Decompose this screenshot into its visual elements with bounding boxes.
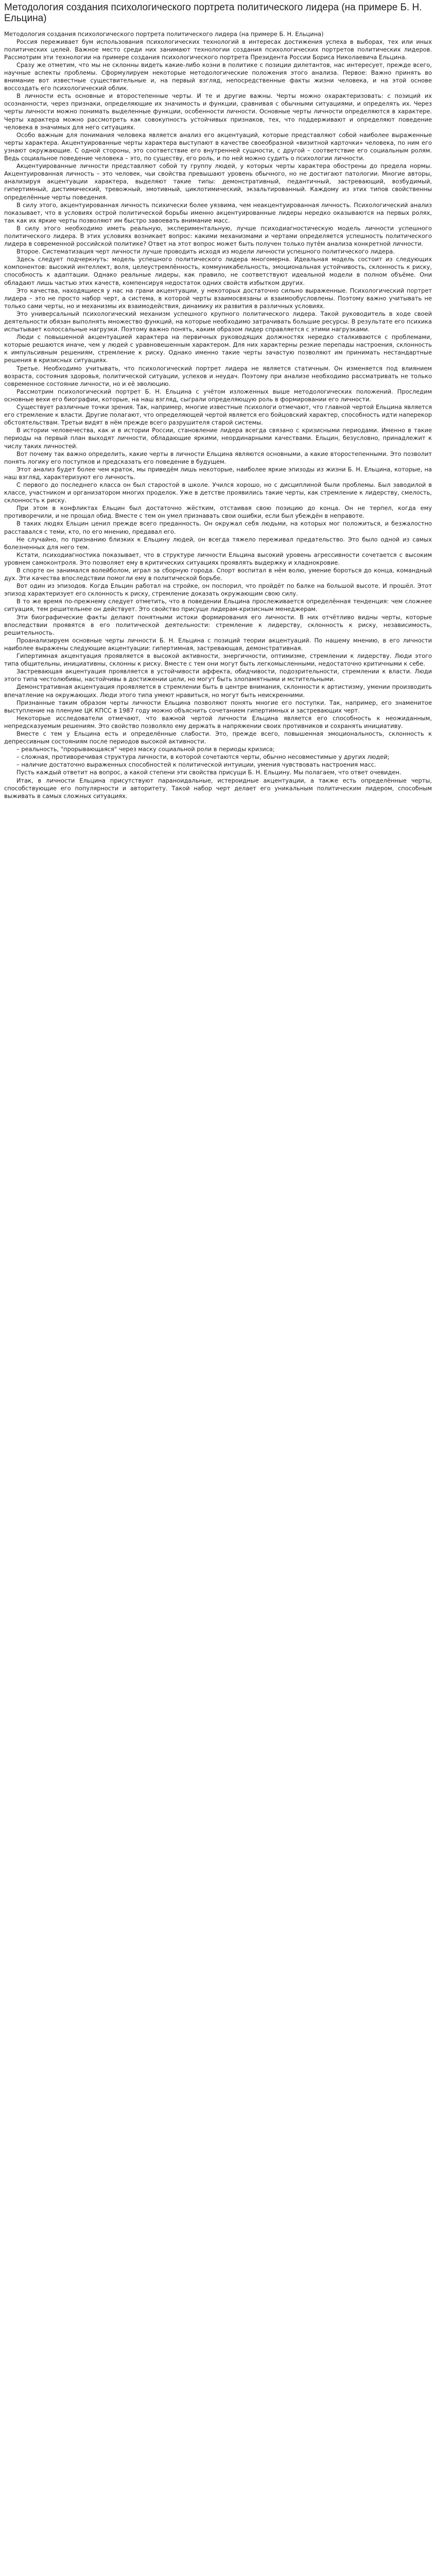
paragraph: При этом в конфликтах Ельцин был достаточно жёстким, отстаивая свою позицию до конца. Он не терпел, когда ему противоречили, и не прощал обид. Вместе с тем он умел признавать свои ошибки, если был убеждён в неправоте. <box>4 504 432 520</box>
paragraph: – наличие достаточно выраженных способностей к политической интуиции, умения чувствовать настроения масс. <box>16 761 376 769</box>
document-page <box>0 0 436 810</box>
paragraph: Здесь следует подчеркнуть: модель успешного политического лидера многомерна. Идеальная модель состоит из следующих компонентов: высокий интеллект, воля, целеустремлённость, коммуникабельность, эмоциональная устойчивость, склонность к риску, способность к адаптации. Однако реальные лидеры, как правило, не соответствуют идеальной модели в полном объёме. Они обладают лишь частью этих качеств, компенсируя недостаток одних свойств избытком других. <box>4 256 432 286</box>
paragraph: Демонстративная акцентуация проявляется в стремлении быть в центре внимания, склонности к артистизму, умении производить впечатление на окружающих. Люди этого типа умеют нравиться, но могут быть неискренними. <box>4 683 432 699</box>
paragraph: В то же время по-прежнему следует отметить, что в поведении Ельцина прослеживается определённая тенденция: чем сложнее ситуация, тем решительнее он действует. Это свойство присуще лидерам-кризисным менеджерам. <box>4 598 432 613</box>
paragraph: Не случайно, по признанию близких к Ельцину людей, он всегда тяжело переживал предательство. Это было одной из самых болезненных для него тем. <box>4 535 432 551</box>
paragraph: Сразу же отметим, что мы не склонны видеть какие-либо козни в политике с позиции дилетантов, нас интересует, прежде всего, научные аспекты проблемы. Сформулируем некоторые методологические положения этого анализа. Первое: Важно принять во внимание вот известные существительные и, на первый взгляд, непосредственные факты жизни человека, и на этой основе воссоздать его психологический облик. <box>4 61 432 92</box>
paragraph: Особо важным для понимания человека является анализ его акцентуаций, которые представляют собой наиболее выраженные черты характера. Акцентуированные черты характера выступают в качестве своеобразной «визитной карточки» человека, по ним его узнают окружающие. С одной стороны, это соответствие его внутренней сущности, с другой – соответствие его социальным ролям. Ведь социальное поведение человека – это, по существу, его роль, и по ней можно судить о психологии личности. <box>4 131 432 162</box>
paragraph: – реальность, "прорывающаяся" через маску социальной роли в периоды кризиса; <box>16 745 275 753</box>
paragraph: Люди с повышенной акцентуацией характера на первичных руководящих должностях нередко сталкиваются с проблемами, которые решаются иначе, чем у людей с уравновешенным характером. Для них характерны резкие перепады настроения, склонность к импульсивным решениям, стремление к риску. Однако именно такие черты зачастую позволяют им принимать нестандартные решения в кризисных ситуациях. <box>4 333 432 364</box>
paragraph: В силу этого необходимо иметь реальную, экспериментальную, лучше психодиагностическую модель личности успешного политического лидера. В этих условиях возникает вопрос: какими механизмами и чертами определяется успешность политического лидера в современной российской политике? Ответ на этот вопрос может быть получен только путём анализа конкретной личности. <box>4 224 432 248</box>
paragraph: Этот анализ будет более чем краток, мы приведём лишь некоторые, наиболее яркие эпизоды из жизни Б. Н. Ельцина, которые, на наш взгляд, характеризуют его личность. <box>4 465 432 481</box>
paragraph: Итак, в личности Ельцина присутствуют параноидальные, истероидные акцентуации, а также есть определённые черты, способствующие его популярности и авторитету. Такой набор черт делает его уникальным политическим лидером, способным выживать в самых сложных ситуациях. <box>4 776 432 800</box>
paragraph: В таких людях Ельцин ценил прежде всего преданность. Он окружал себя людьми, на которых мог положиться, и безжалостно расставался с теми, кто, по его мнению, предавал его. <box>4 520 432 535</box>
document-title: Методология создания психологического портрета политического лидера (на примере Б. Н. Ельцина) <box>4 2 422 24</box>
paragraph: В личности есть основные и второстепенные черты. И те и другие важны. Черты можно охарактеризовать: с позиций их осознанности, через признаки, определяющие их значимость и функции, сравнивая с обычными ситуациями, и определять их. Через черты личности можно понимать выделенные функции, особенности личности. Основные черты личности определяются в характере. Черты характера можно рассмотреть как совокупность устойчивых признаков, тех, что поддерживают и определяют поведение человека в значимых для него ситуациях. <box>4 92 432 131</box>
paragraph: Застревающая акцентуация проявляется в устойчивости аффекта, обидчивости, подозрительности, стремлении к власти. Люди этого типа честолюбивы, настойчивы в достижении цели, но могут быть злопамятными и мстительными. <box>4 668 432 683</box>
paragraph: В силу этого, акцентуированная личность психически более уязвима, чем неакцентуированная личность. Психологический анализ показывает, что в условиях острой политической борьбы именно акцентуированные лидеры нередко оказываются на первых ролях, так как их яркие черты позволяют им быстро завоевать внимание масс. <box>4 201 432 224</box>
paragraph: Существует различные точки зрения. Так, например, многие известные психологи отмечают, что главной чертой Ельцина является его стремление к власти. Другие полагают, что определяющей чертой является его бойцовский характер, способность идти наперекор обстоятельствам. Третьи видят в нём прежде всего разрушителя старой системы. <box>4 403 432 427</box>
document-subtitle: Методология создания психологического портрета политического лидера (на примере Б. Н. Ельцина) <box>4 30 324 38</box>
paragraph: Второе. Систематизация черт личности лучше проводить исходя из модели личности успешного политического лидера. <box>16 248 395 256</box>
paragraph: – сложная, противоречивая структура личности, в которой сочетаются черты, обычно несовместимые у других людей; <box>16 753 390 761</box>
paragraph: Третье. Необходимо учитывать, что психологический портрет лидера не является статичным. Он изменяется под влиянием возраста, состояния здоровья, политической ситуации, успехов и неудач. Поэтому при анализе необходимо рассматривать не только современное состояние личности, но и её эволюцию. <box>4 364 432 387</box>
paragraph: Проанализируем основные черты личности Б. Н. Ельцина с позиций теории акцентуаций. По нашему мнению, в его личности наиболее выражены следующие акцентуации: гипертимная, застревающая, демонстративная. <box>4 636 432 652</box>
paragraph: В спорте он занимался волейболом, играл за сборную города. Спорт воспитал в нём волю, умение бороться до конца, командный дух. Эти качества впоследствии помогли ему в политической борьбе. <box>4 567 432 582</box>
paragraph: Это универсальный психологический механизм успешного крупного политического лидера. Такой руководитель в ходе своей деятельности обязан выполнять множество функций, на которые необходимо затрачивать большие ресурсы. В результате его психика испытывает колоссальные нагрузки. Поэтому важно понять, каким образом лидер справляется с этими нагрузками. <box>4 310 432 333</box>
paragraph: Гипертимная акцентуация проявляется в высокой активности, энергичности, оптимизме, стремлении к лидерству. Люди этого типа общительны, инициативны, склонны к риску. Вместе с тем они могут быть легкомысленными, недостаточно критичными к себе. <box>4 652 432 668</box>
document-body <box>4 30 432 800</box>
paragraph: Вот один из эпизодов. Когда Ельцин работал на стройке, он поспорил, что пройдёт по балке на большой высоте. И прошёл. Этот эпизод характеризует его склонность к риску, стремление доказать окружающим свою силу. <box>4 582 432 598</box>
paragraph: Вот почему так важно определить, какие черты в личности Ельцина являются основными, а какие второстепенными. Это позволит понять логику его поступков и предсказать его поведение в будущем. <box>4 450 432 465</box>
paragraph: Кстати, психодиагностика показывает, что в структуре личности Ельцина высокий уровень агрессивности сочетается с высоким уровнем самоконтроля. Это позволяет ему в критических ситуациях проявлять выдержку и хладнокровие. <box>4 551 432 566</box>
paragraph: Признанные таким образом черты личности Ельцина позволяют понять многие его поступки. Так, например, его знаменитое выступление на пленуме ЦК КПСС в 1987 году можно объяснить сочетанием гипертимных и застревающих черт. <box>4 699 432 714</box>
paragraph: Вместе с тем у Ельцина есть и определённые слабости. Это, прежде всего, повышенная эмоциональность, склонность к депрессивным состояниям после периодов высокой активности. <box>4 730 432 745</box>
paragraph: Акцентуированные личности представляют собой ту группу людей, у которых черты характера обострены до предела нормы. Акцентуированная личность – это человек, чьи свойства превышают уровень обычного, но не достигают патологии. Многие авторы, анализируя акцентуации характера, выделяют такие типы: демонстративный, педантичный, застревающий, возбудимый, гипертимный, дистимический, тревожный, эмотивный, циклотимический, экзальтированный. Каждому из этих типов свойственны определённые черты поведения. <box>4 162 432 201</box>
paragraph: Пусть каждый ответит на вопрос, а какой степени эти свойства присущи Б. Н. Ельцину. Мы полагаем, что ответ очевиден. <box>16 769 402 776</box>
paragraph: В истории человечества, как и в истории России, становление лидера всегда связано с кризисными периодами. Именно в такие периоды на первый план выходят личности, обладающие яркими, неординарными качествами. Ельцин, безусловно, принадлежит к числу таких личностей. <box>4 427 432 450</box>
paragraph: Некоторые исследователи отмечают, что важной чертой личности Ельцина является его способность к неожиданным, непредсказуемым решениям. Это свойство позволяло ему держать в напряжении своих противников и сохранять инициативу. <box>4 714 432 730</box>
paragraph: С первого до последнего класса он был старостой в школе. Учился хорошо, но с дисциплиной были проблемы. Был заводилой в классе, участником и организатором многих проделок. Уже в детстве проявились такие черты, как стремление к лидерству, смелость, склонность к риску. <box>4 481 432 504</box>
paragraph: Это качества, находящиеся у нас на грани акцентуации, у некоторых достаточно сильно выраженные. Психологический портрет лидера – это не просто набор черт, а система, в которой черты взаимосвязаны и взаимообусловлены. Поэтому важно учитывать не только сами черты, но и механизмы их взаимодействия, динамику их развития в различных условиях. <box>4 286 432 310</box>
paragraph: Рассмотрим психологический портрет Б. Н. Ельцина с учётом изложенных выше методологических положений. Проследим основные вехи его биографии, которые, на наш взгляд, сыграли определяющую роль в формировании его личности. <box>4 387 432 403</box>
paragraph: Эти биографические факты делают понятными истоки формирования его личности. В них отчётливо видны черты, которые впоследствии проявятся в его политической деятельности: стремление к лидерству, склонность к риску, независимость, решительность. <box>4 613 432 636</box>
paragraph: Россия переживает бум использования психологических технологий в интересах достижения успеха в выборах, тех или иных политических целей. Важное место среди них занимают технологии создания психологических портретов политических лидеров. Рассмотрим эти технологии на примере создания психологического портрета Президента России Бориса Николаевича Ельцина. <box>4 38 432 61</box>
